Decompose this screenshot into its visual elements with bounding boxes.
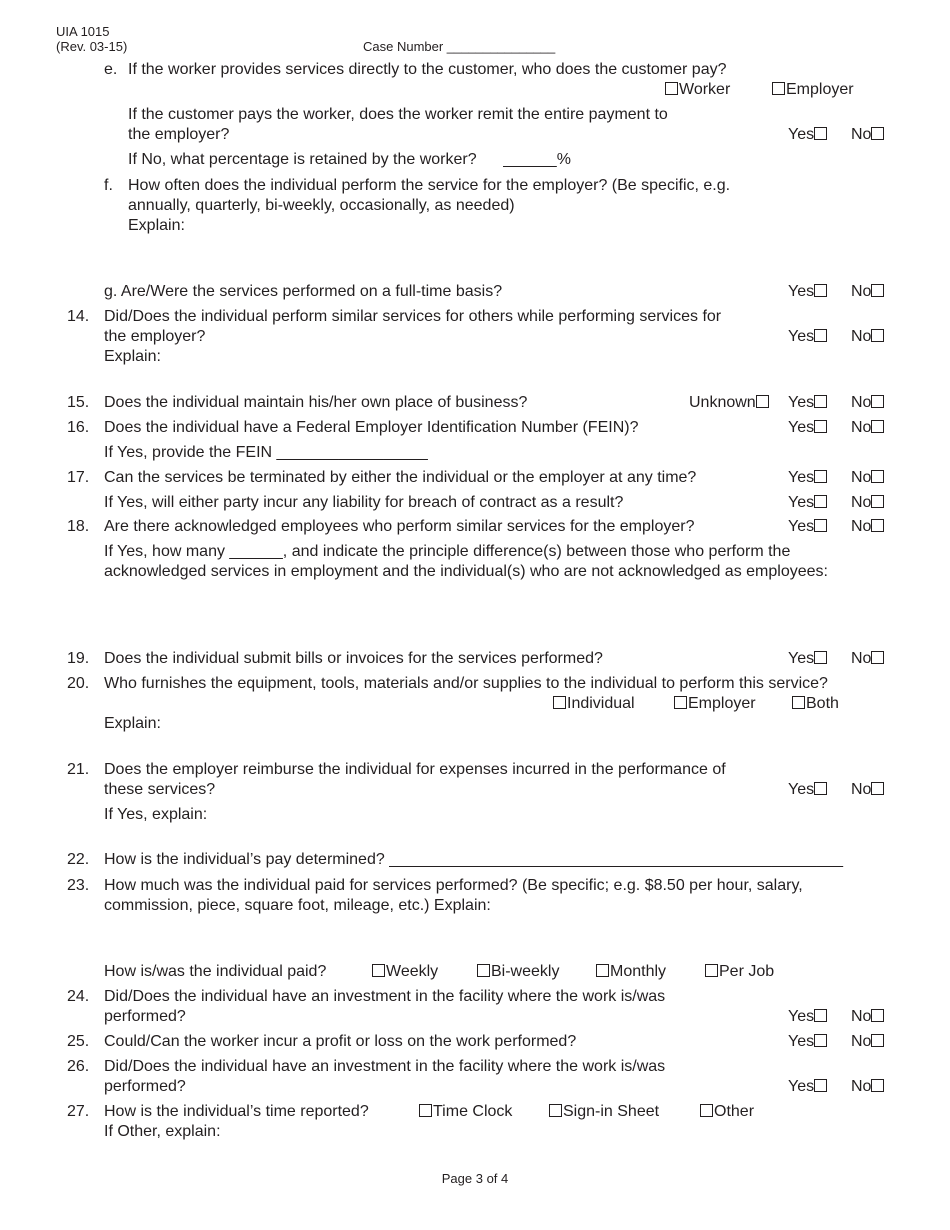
q21-explain: If Yes, explain: (104, 806, 208, 823)
yes-checkbox[interactable] (814, 470, 827, 483)
q16-text: Does the individual have a Federal Employer Identification Number (FEIN)? (104, 419, 639, 436)
q20-explain: Explain: (104, 715, 161, 732)
yes-checkbox[interactable] (814, 284, 827, 297)
q13e-employer-option[interactable]: Employer (772, 80, 854, 100)
q15-yes[interactable]: Yes (788, 393, 828, 413)
q25-number: 25. (67, 1033, 90, 1050)
form-id: UIA 1015 (56, 24, 110, 39)
no-checkbox[interactable] (871, 495, 884, 508)
q17-yes[interactable]: Yes (788, 468, 828, 488)
no-checkbox[interactable] (871, 395, 884, 408)
q13f-line2: annually, quarterly, bi-weekly, occasionally, as needed) (128, 197, 515, 214)
q24-line2: performed? (104, 1008, 186, 1025)
q24-line1: Did/Does the individual have an investment in the facility where the work is/was (104, 988, 666, 1005)
q14-number: 14. (67, 308, 90, 325)
q14-line1: Did/Does the individual perform similar services for others while performing services for (104, 308, 722, 325)
yes-checkbox[interactable] (814, 1009, 827, 1022)
q19-text: Does the individual submit bills or invoices for the services performed? (104, 650, 603, 667)
no-checkbox[interactable] (871, 127, 884, 140)
q20-number: 20. (67, 675, 90, 692)
q23-monthly-option[interactable]: Monthly (596, 962, 666, 982)
q26-no[interactable]: No (851, 1077, 885, 1097)
page-number: Page 3 of 4 (441, 1171, 509, 1186)
q24-number: 24. (67, 988, 90, 1005)
q19-no[interactable]: No (851, 649, 885, 669)
timeclock-checkbox[interactable] (419, 1104, 432, 1117)
revision-date: (Rev. 03-15) (56, 39, 128, 54)
no-checkbox[interactable] (871, 519, 884, 532)
q14-line2: the employer? (104, 328, 206, 345)
q15-text: Does the individual maintain his/her own place of business? (104, 394, 528, 411)
q21-no[interactable]: No (851, 780, 885, 800)
case-number-field[interactable]: Case Number _______________ (363, 39, 556, 54)
q14-explain: Explain: (104, 348, 161, 365)
q17-no[interactable]: No (851, 468, 885, 488)
q21-number: 21. (67, 761, 90, 778)
q17-text: Can the services be terminated by either the individual or the employer at any time? (104, 469, 697, 486)
q13e-worker-option[interactable]: Worker (665, 80, 730, 100)
q26-line1: Did/Does the individual have an investment in the facility where the work is/was (104, 1058, 666, 1075)
worker-checkbox[interactable] (665, 82, 678, 95)
q17-sub-text: If Yes, will either party incur any liability for breach of contract as a result? (104, 494, 624, 511)
weekly-checkbox[interactable] (372, 964, 385, 977)
no-checkbox[interactable] (871, 651, 884, 664)
q22-pay-field[interactable]: How is the individual’s pay determined? ___________________________________________________ (104, 851, 844, 868)
yes-checkbox[interactable] (814, 651, 827, 664)
employer-checkbox[interactable] (772, 82, 785, 95)
no-checkbox[interactable] (871, 420, 884, 433)
q13e-remit-no[interactable]: No (851, 125, 885, 145)
no-checkbox[interactable] (871, 470, 884, 483)
employer-checkbox[interactable] (674, 696, 687, 709)
yes-checkbox[interactable] (814, 782, 827, 795)
q22-number: 22. (67, 851, 90, 868)
q23-biweekly-option[interactable]: Bi-weekly (477, 962, 559, 982)
yes-checkbox[interactable] (814, 127, 827, 140)
q21-line1: Does the employer reimburse the individual for expenses incurred in the performance of (104, 761, 726, 778)
q18-yes[interactable]: Yes (788, 517, 828, 537)
perjob-checkbox[interactable] (705, 964, 718, 977)
no-checkbox[interactable] (871, 782, 884, 795)
q15-no[interactable]: No (851, 393, 885, 413)
q26-yes[interactable]: Yes (788, 1077, 828, 1097)
q13e-letter: e. (104, 61, 118, 78)
q21-line2: these services? (104, 781, 216, 798)
q13e-remit-line1: If the customer pays the worker, does the worker remit the entire payment to (128, 106, 668, 123)
no-checkbox[interactable] (871, 1079, 884, 1092)
q13f-explain: Explain: (128, 217, 185, 234)
q26-number: 26. (67, 1058, 90, 1075)
q27-timeclock-option[interactable]: Time Clock (419, 1102, 512, 1122)
q23-line2: commission, piece, square foot, mileage, etc.) Explain: (104, 897, 491, 914)
both-checkbox[interactable] (792, 696, 805, 709)
yes-checkbox[interactable] (814, 1079, 827, 1092)
q16-number: 16. (67, 419, 90, 436)
q27-text: How is the individual’s time reported? (104, 1103, 369, 1120)
q13e-remit-line2: the employer? (128, 126, 230, 143)
no-checkbox[interactable] (871, 329, 884, 342)
q16-yes[interactable]: Yes (788, 418, 828, 438)
yes-checkbox[interactable] (814, 395, 827, 408)
q18-sub-line2: acknowledged services in employment and the individual(s) who are not acknowledged as employees: (104, 563, 828, 580)
individual-checkbox[interactable] (553, 696, 566, 709)
q25-yes[interactable]: Yes (788, 1032, 828, 1052)
q23-paid-label: How is/was the individual paid? (104, 963, 327, 980)
q17-sub-yes[interactable]: Yes (788, 493, 828, 513)
q23-number: 23. (67, 877, 90, 894)
q13e-percent[interactable]: If No, what percentage is retained by the worker? ______% (128, 151, 571, 168)
q13f-letter: f. (104, 177, 113, 194)
no-checkbox[interactable] (871, 284, 884, 297)
yes-checkbox[interactable] (814, 420, 827, 433)
q16-no[interactable]: No (851, 418, 885, 438)
q18-sub-line1: If Yes, how many ______, and indicate the principle difference(s) between those who perform the (104, 543, 791, 560)
q18-text: Are there acknowledged employees who perform similar services for the employer? (104, 518, 695, 535)
q20-both-option[interactable]: Both (792, 694, 839, 714)
q26-line2: performed? (104, 1078, 186, 1095)
yes-checkbox[interactable] (814, 519, 827, 532)
signin-checkbox[interactable] (549, 1104, 562, 1117)
other-checkbox[interactable] (700, 1104, 713, 1117)
q15-unknown[interactable]: Unknown (689, 393, 770, 413)
q20-individual-option[interactable]: Individual (553, 694, 635, 714)
q14-no[interactable]: No (851, 327, 885, 347)
q24-no[interactable]: No (851, 1007, 885, 1027)
unknown-checkbox[interactable] (756, 395, 769, 408)
q25-no[interactable]: No (851, 1032, 885, 1052)
q13g-no[interactable]: No (851, 282, 885, 302)
q23-line1: How much was the individual paid for services performed? (Be specific; e.g. $8.50 per hour, salary, (104, 877, 803, 894)
yes-checkbox[interactable] (814, 495, 827, 508)
q18-number: 18. (67, 518, 90, 535)
q13e-remit-yes[interactable]: Yes (788, 125, 828, 145)
q27-number: 27. (67, 1103, 90, 1120)
q27-other-option[interactable]: Other (700, 1102, 754, 1122)
q23-weekly-option[interactable]: Weekly (372, 962, 438, 982)
q13g-yes[interactable]: Yes (788, 282, 828, 302)
q20-employer-option[interactable]: Employer (674, 694, 756, 714)
q25-text: Could/Can the worker incur a profit or loss on the work performed? (104, 1033, 577, 1050)
q27-explain: If Other, explain: (104, 1123, 221, 1140)
q13g-text: g. Are/Were the services performed on a full-time basis? (104, 283, 503, 300)
q24-yes[interactable]: Yes (788, 1007, 828, 1027)
yes-checkbox[interactable] (814, 329, 827, 342)
q17-number: 17. (67, 469, 90, 486)
q15-number: 15. (67, 394, 90, 411)
q21-yes[interactable]: Yes (788, 780, 828, 800)
q13f-line1: How often does the individual perform the service for the employer? (Be specific, e.g. (128, 177, 731, 194)
q14-yes[interactable]: Yes (788, 327, 828, 347)
q19-number: 19. (67, 650, 90, 667)
q19-yes[interactable]: Yes (788, 649, 828, 669)
q20-text: Who furnishes the equipment, tools, materials and/or supplies to the individual to perform this service? (104, 675, 828, 692)
q23-perjob-option[interactable]: Per Job (705, 962, 774, 982)
no-checkbox[interactable] (871, 1034, 884, 1047)
biweekly-checkbox[interactable] (477, 964, 490, 977)
q18-no[interactable]: No (851, 517, 885, 537)
q27-signin-option[interactable]: Sign-in Sheet (549, 1102, 659, 1122)
q17-sub-no[interactable]: No (851, 493, 885, 513)
q16-fein-field[interactable]: If Yes, provide the FEIN _________________ (104, 444, 428, 461)
no-checkbox[interactable] (871, 1009, 884, 1022)
yes-checkbox[interactable] (814, 1034, 827, 1047)
q13e-text: If the worker provides services directly to the customer, who does the customer pay? (128, 61, 727, 78)
monthly-checkbox[interactable] (596, 964, 609, 977)
